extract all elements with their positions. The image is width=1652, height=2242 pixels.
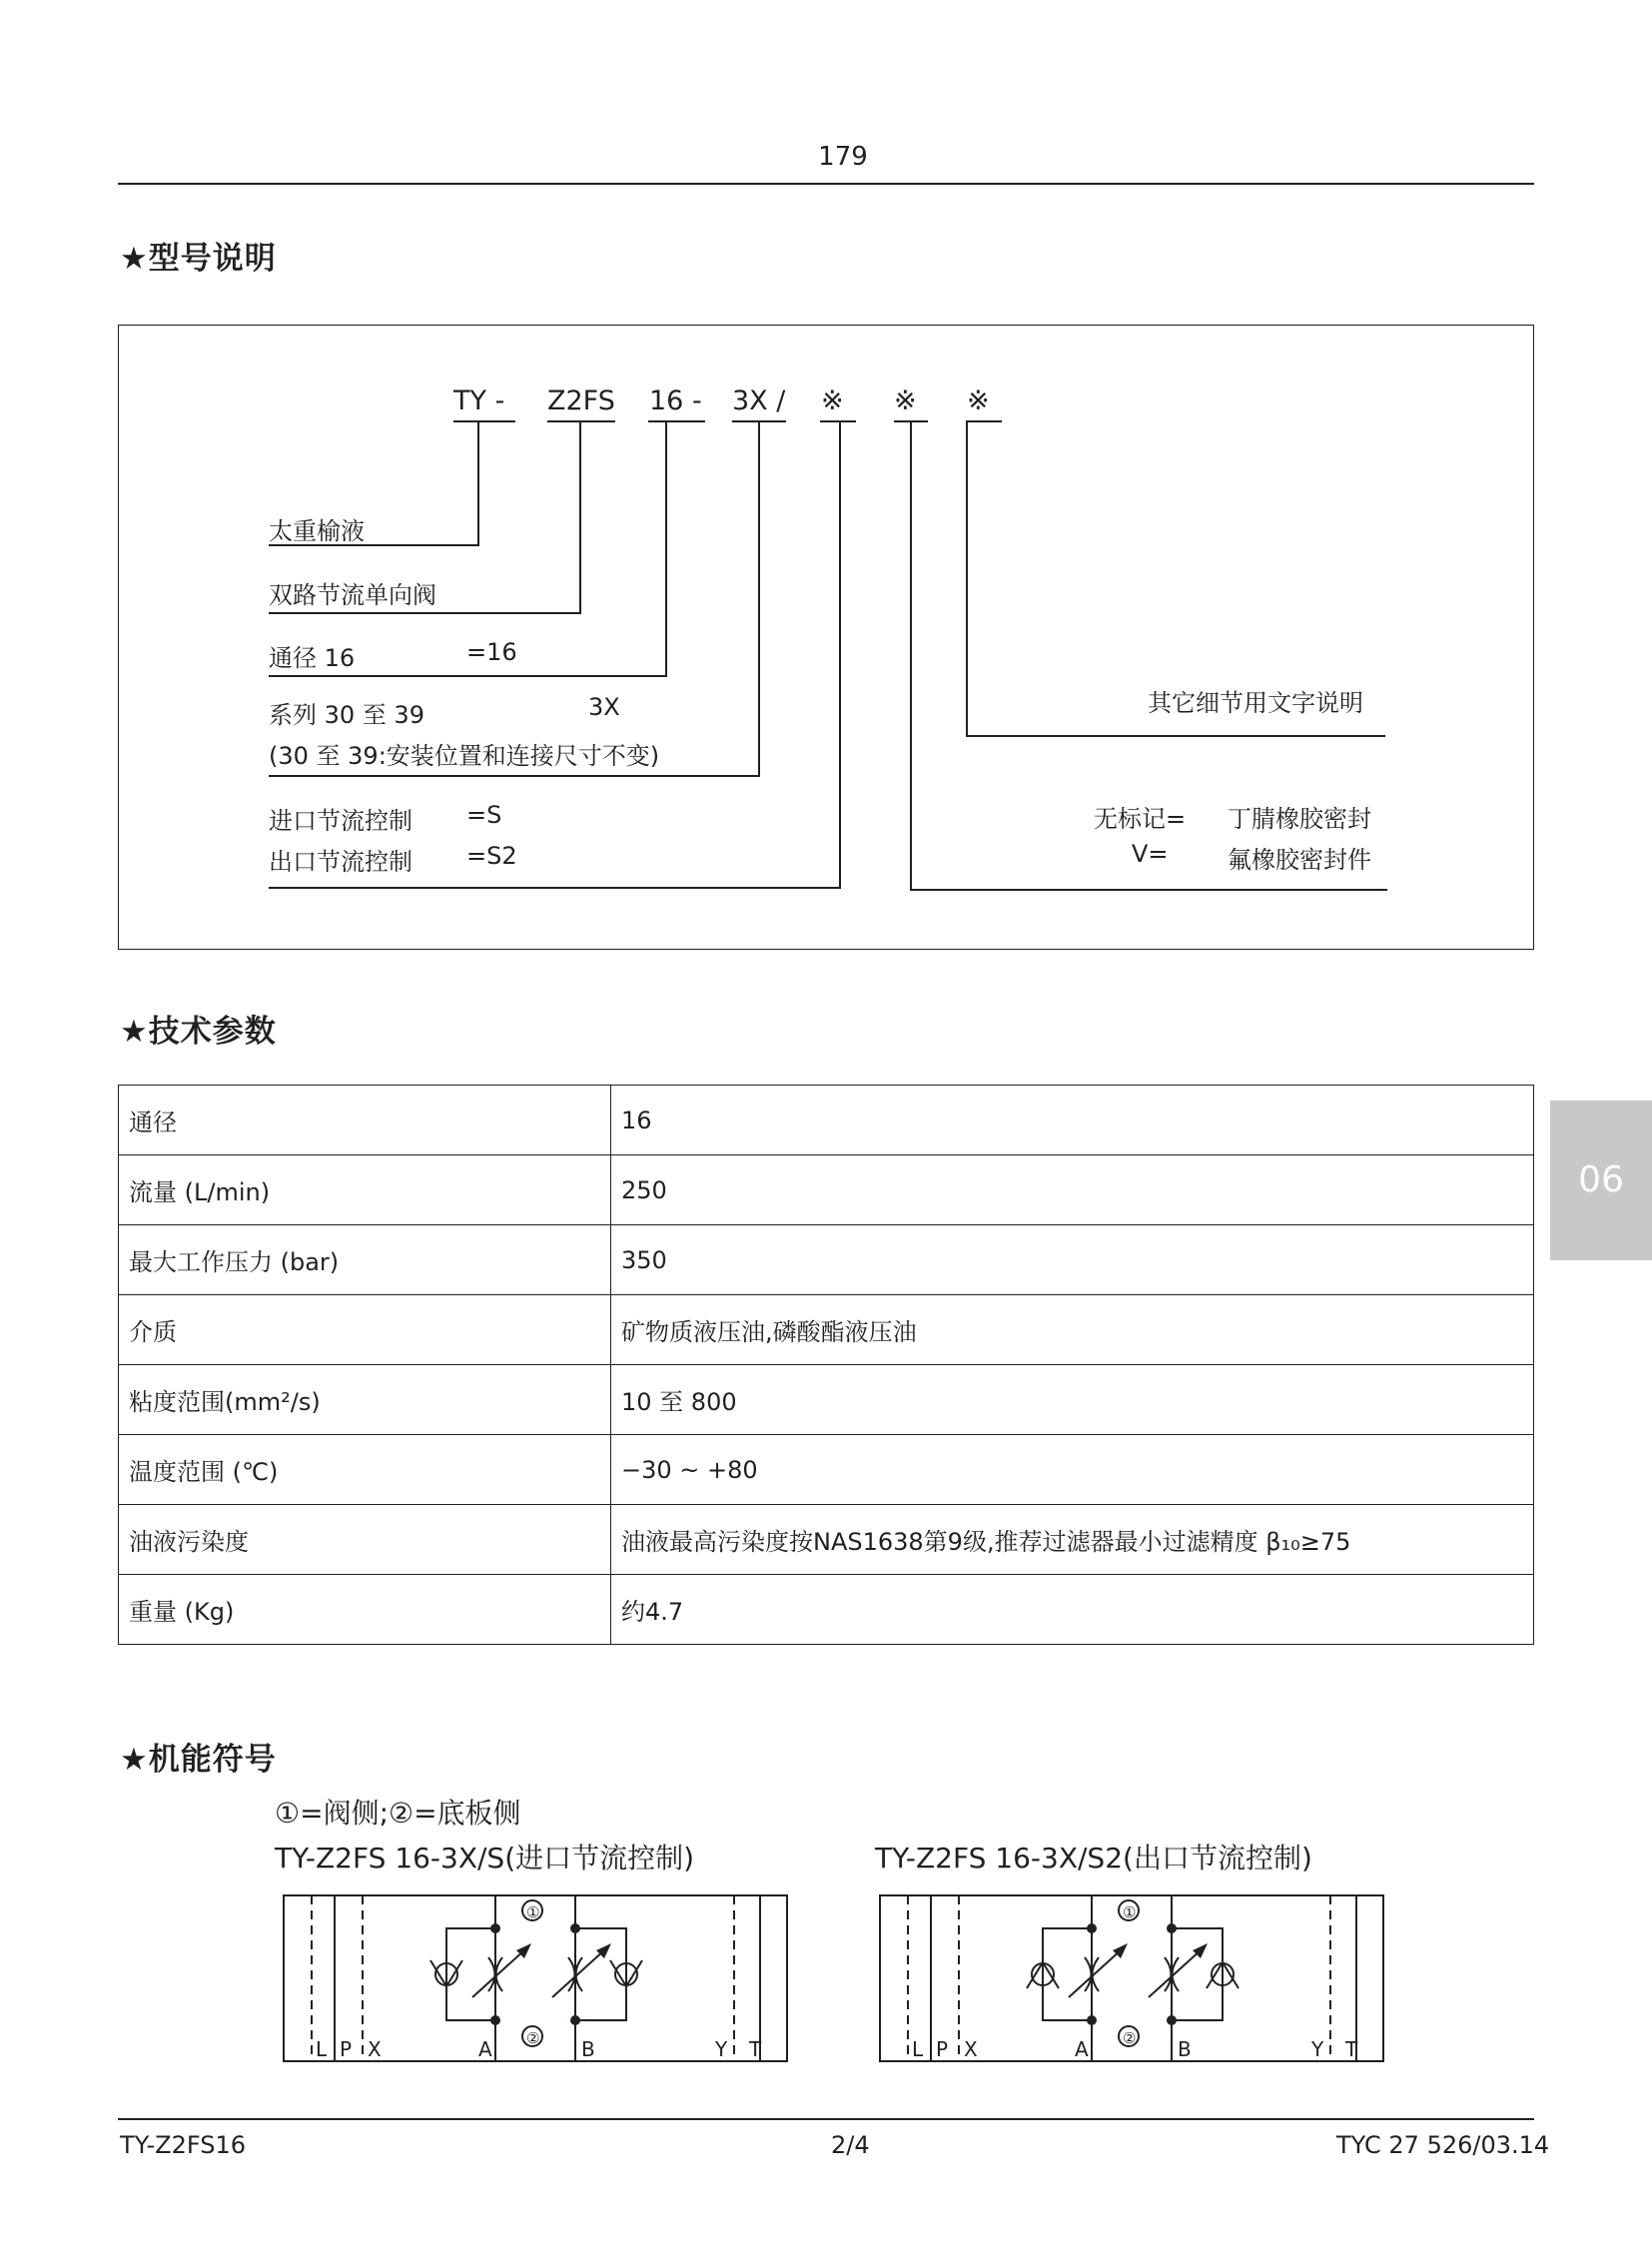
table-row [119,1435,1534,1505]
symbol-legend: ①=阀侧;②=底板侧 [275,1797,521,1830]
value-outlet: =S2 [466,842,517,870]
port-label-x: X [368,2037,382,2061]
param-value: 250 [611,1155,1534,1225]
port-label-x: X [964,2037,978,2061]
table-row [119,1505,1534,1575]
param-value: 10 至 800 [611,1365,1534,1435]
port-label-b: B [1178,2037,1192,2061]
circle-label-bottom: ② [526,2029,540,2047]
port-label-t: T [1345,2037,1358,2061]
port-label-a: A [1075,2037,1089,2061]
port-label-p: P [340,2037,353,2061]
table-row [119,1365,1534,1435]
symbol-caption-inlet: TY-Z2FS 16-3X/S(进口节流控制) [275,1842,695,1874]
segment-16: 16 - [649,385,702,416]
segment-mark-3: ※ [967,385,990,416]
footer-page: 2/4 [831,2131,870,2159]
value-size: =16 [466,638,517,666]
chapter-tab: 06 [1550,1101,1652,1260]
table-row [119,1225,1534,1295]
port-label-b: B [581,2037,595,2061]
table-row [119,1086,1534,1155]
label-inlet: 进口节流控制 [269,807,413,835]
segment-ty: TY - [453,385,505,416]
port-label-a: A [478,2037,492,2061]
label-other-details: 其它细节用文字说明 [1148,689,1363,717]
footer-model: TY-Z2FS16 [120,2131,246,2159]
param-value: 16 [611,1086,1534,1155]
label-brand: 太重榆液 [269,517,365,545]
page-number: 179 [818,142,868,172]
param-value: 350 [611,1225,1534,1295]
value-series: 3X [588,693,620,721]
circle-label-top: ① [1123,1903,1137,1921]
port-label-l: L [912,2037,924,2061]
param-label: 通径 [119,1086,611,1155]
symbol-caption-outlet: TY-Z2FS 16-3X/S2(出口节流控制) [875,1842,1312,1874]
segment-mark-2: ※ [894,385,917,416]
param-label: 温度范围 (℃) [119,1435,611,1505]
port-label-l: L [316,2037,328,2061]
footer-doc-code: TYC 27 526/03.14 [1336,2131,1550,2159]
port-label-y: Y [715,2037,728,2061]
section-title-model: ★型号说明 [120,241,277,277]
param-label: 粘度范围(mm²/s) [119,1365,611,1435]
param-label: 介质 [119,1295,611,1365]
table-row [119,1155,1534,1225]
param-label: 最大工作压力 (bar) [119,1225,611,1295]
header-rule [118,183,1534,185]
label-seal-v-value: 氟橡胶密封件 [1228,846,1371,874]
table-row [119,1575,1534,1645]
param-value: −30 ~ +80 [611,1435,1534,1505]
param-label: 重量 (Kg) [119,1575,611,1645]
param-label: 流量 (L/min) [119,1155,611,1225]
table-row [119,1295,1534,1365]
segment-3x: 3X / [732,385,786,416]
model-code-diagram [118,325,1534,950]
circle-label-bottom: ② [1123,2029,1137,2047]
label-seal-none-value: 丁腈橡胶密封 [1228,805,1371,833]
port-label-t: T [749,2037,762,2061]
param-value: 油液最高污染度按NAS1638第9级,推荐过滤器最小过滤精度 β₁₀≥75 [611,1505,1534,1575]
footer-rule [118,2118,1534,2120]
segment-z2fs: Z2FS [547,385,615,416]
param-label: 油液污染度 [119,1505,611,1575]
param-value: 矿物质液压油,磷酸酯液压油 [611,1295,1534,1365]
section-title-symbol: ★机能符号 [120,1742,277,1778]
label-series-note: (30 至 39:安装位置和连接尺寸不变) [269,742,660,770]
label-series: 系列 30 至 39 [269,701,424,729]
circle-label-top: ① [526,1903,540,1921]
label-seal-none-key: 无标记= [1094,805,1187,833]
segment-mark-1: ※ [821,385,844,416]
hydraulic-symbol-inlet [283,1894,788,2064]
hydraulic-symbol-outlet [879,1894,1384,2064]
label-seal-v-key: V= [1132,840,1169,868]
label-outlet: 出口节流控制 [269,848,413,876]
port-label-y: Y [1311,2037,1324,2061]
tech-params-table [118,1085,1534,1645]
label-size: 通径 16 [269,644,356,672]
value-inlet: =S [466,801,502,829]
section-title-tech: ★技术参数 [120,1014,277,1050]
port-label-p: P [936,2037,949,2061]
label-valve-type: 双路节流单向阀 [269,581,436,609]
param-value: 约4.7 [611,1575,1534,1645]
